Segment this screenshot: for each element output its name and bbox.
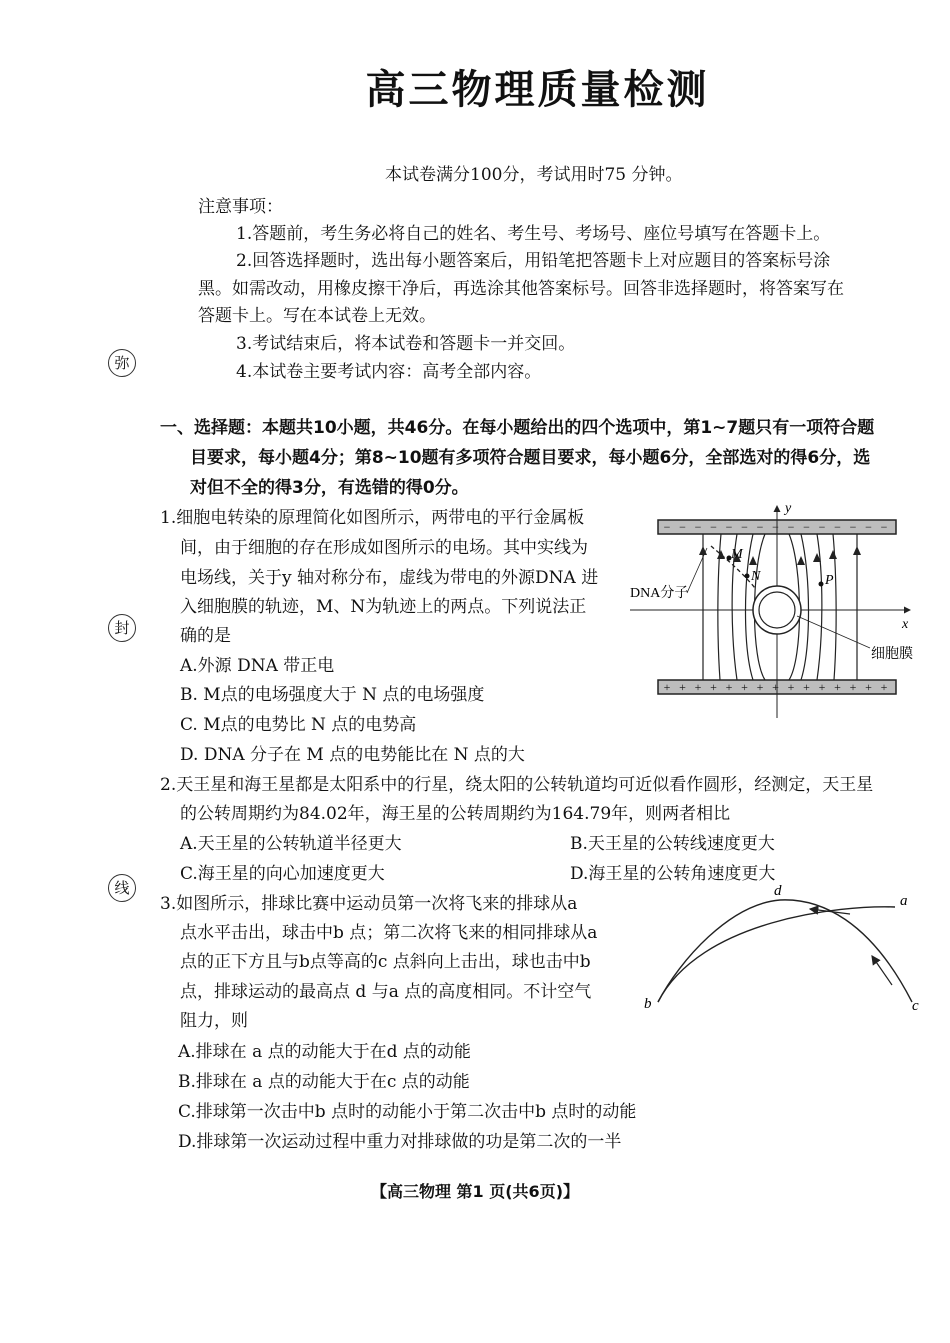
q3-stem: 阻力，则 (180, 1011, 248, 1031)
q3-option: C.排球第一次击中b 点时的动能小于第二次击中b 点时的动能 (178, 1102, 637, 1122)
q2-option-c: C.海王星的向心加速度更大 (180, 864, 385, 884)
positive-charge-sign: + (818, 680, 826, 694)
y-axis-label: y (785, 501, 792, 516)
negative-charge-sign: − (865, 520, 872, 534)
negative-charge-sign: − (756, 520, 764, 534)
negative-charge-sign: − (803, 520, 810, 534)
q1-option: B. M点的电场强度大于 N 点的电场强度 (180, 685, 485, 705)
positive-charge-sign: + (679, 680, 686, 694)
section-heading: 一、选择题：本题共10小题，共46分。在每小题给出的四个选项中，第1~7题只有一项符合题 (160, 418, 875, 438)
label-N: N (751, 569, 761, 584)
q2-stem: 的公转周期约为84.02年，海王星的公转周期约为164.79年，则两者相比 (180, 804, 731, 824)
seal-mark: 弥 (108, 349, 136, 377)
q3-stem: 点水平击出，球击中b 点；第二次将飞来的相同排球从a (180, 923, 598, 943)
note-line: 3.考试结束后，将本试卷和答题卡一并交回。 (236, 334, 576, 354)
incoming-arrow-c (872, 956, 892, 985)
q1-option: A.外源 DNA 带正电 (180, 656, 335, 676)
negative-charge-sign: − (725, 520, 733, 534)
negative-charge-sign: − (710, 520, 717, 534)
cell-inner (759, 592, 795, 628)
trajectory-a-to-b (658, 907, 895, 1002)
q3-stem: 3.如图所示，排球比赛中运动员第一次将飞来的排球从a (160, 894, 578, 914)
plate-charges-positive (664, 680, 888, 694)
q2-option-d: D.海王星的公转角速度更大 (570, 864, 776, 884)
note-line: 4.本试卷主要考试内容：高考全部内容。 (236, 362, 542, 382)
negative-charge-sign: − (741, 520, 748, 534)
page-title: 高三物理质量检测 (365, 67, 710, 113)
positive-charge-sign: + (756, 680, 764, 694)
positive-charge-sign: + (849, 680, 857, 694)
page-footer: 【高三物理 第1 页(共6页)】 (370, 1182, 580, 1201)
negative-charge-sign: − (679, 520, 686, 534)
q3-option: B.排球在 a 点的动能大于在c 点的动能 (178, 1072, 470, 1092)
note-line: 2.回答选择题时，选出每小题答案后，用铅笔把答题卡上对应题目的答案标号涂 (236, 251, 831, 271)
notes-heading: 注意事项： (198, 197, 283, 217)
negative-charge-sign: − (818, 520, 826, 534)
label-P: P (825, 573, 834, 588)
q1-stem: 间，由于细胞的存在形成如图所示的电场。其中实线为 (180, 538, 588, 558)
negative-charge-sign: − (694, 520, 702, 534)
q2-stem: 2.天王星和海王星都是太阳系中的行星，绕太阳的公转轨道均可近似看作圆形，经测定，天王星 (160, 775, 874, 795)
q1-field-figure (625, 498, 930, 720)
q1-stem: 确的是 (180, 626, 231, 646)
q1-stem: 入细胞膜的轨迹，M、N为轨迹上的两点。下列说法正 (180, 597, 587, 617)
section-heading: 目要求，每小题4分；第8~10题有多项符合题目要求，每小题6分，全部选对的得6分，选 (190, 448, 871, 468)
q1-option: D. DNA 分子在 M 点的电势能比在 N 点的大 (180, 745, 525, 765)
plate-charges-negative (664, 520, 888, 534)
exam-subtitle: 本试卷满分100分，考试用时75 分钟。 (385, 165, 683, 185)
positive-charge-sign: + (725, 680, 733, 694)
seal-mark: 线 (108, 874, 136, 902)
point-P (819, 582, 824, 587)
positive-charge-sign: + (772, 680, 779, 694)
section-heading: 对但不全的得3分，有选错的得0分。 (190, 478, 469, 498)
q3-stem: 点的正下方且与b点等高的c 点斜向上击出，球也击中b (180, 952, 591, 972)
q3-option: A.排球在 a 点的动能大于在d 点的动能 (178, 1042, 471, 1062)
q3-option: D.排球第一次运动过程中重力对排球做的功是第二次的一半 (178, 1132, 622, 1152)
note-line: 答题卡上。写在本试卷上无效。 (198, 306, 436, 326)
negative-charge-sign: − (663, 520, 671, 534)
positive-charge-sign: + (880, 680, 888, 694)
label-a: a (900, 893, 908, 909)
q1-stem: 电场线，关于y 轴对称分布，虚线为带电的外源DNA 进 (180, 568, 599, 588)
note-line: 1.答题前，考生务必将自己的姓名、考生号、考场号、座位号填写在答题卡上。 (236, 224, 831, 244)
positive-charge-sign: + (710, 680, 717, 694)
membrane-label: 细胞膜 (871, 647, 913, 662)
positive-charge-sign: + (663, 680, 671, 694)
dna-label: DNA分子 (630, 586, 689, 601)
dna-leader-line (687, 548, 707, 593)
positive-charge-sign: + (803, 680, 810, 694)
seal-mark: 封 (108, 614, 136, 642)
q3-stem: 点，排球运动的最高点 d 与a 点的高度相同。不计空气 (180, 982, 592, 1002)
trajectory-c-to-b (658, 900, 912, 1002)
note-line: 黑。如需改动，用橡皮擦干净后，再选涂其他答案标号。回答非选择题时，将答案写在 (198, 279, 844, 299)
field-arrows (699, 546, 861, 565)
q1-option: C. M点的电势比 N 点的电势高 (180, 715, 417, 735)
negative-charge-sign: − (880, 520, 888, 534)
positive-charge-sign: + (865, 680, 872, 694)
label-b: b (644, 996, 652, 1012)
q3-trajectory-figure (640, 880, 930, 1015)
negative-charge-sign: − (849, 520, 857, 534)
q1-stem: 1.细胞电转染的原理简化如图所示，两带电的平行金属板 (160, 508, 585, 528)
label-M: M (731, 547, 743, 562)
label-c: c (912, 998, 919, 1014)
positive-charge-sign: + (694, 680, 702, 694)
negative-charge-sign: − (772, 520, 779, 534)
negative-charge-sign: − (787, 520, 795, 534)
q2-option-a: A.天王星的公转轨道半径更大 (180, 834, 402, 854)
q2-option-b: B.天王星的公转线速度更大 (570, 834, 775, 854)
positive-charge-sign: + (741, 680, 748, 694)
positive-charge-sign: + (834, 680, 841, 694)
point-N (745, 574, 750, 579)
negative-charge-sign: − (834, 520, 841, 534)
x-axis-label: x (902, 617, 909, 632)
positive-charge-sign: + (787, 680, 795, 694)
label-d: d (774, 883, 782, 899)
